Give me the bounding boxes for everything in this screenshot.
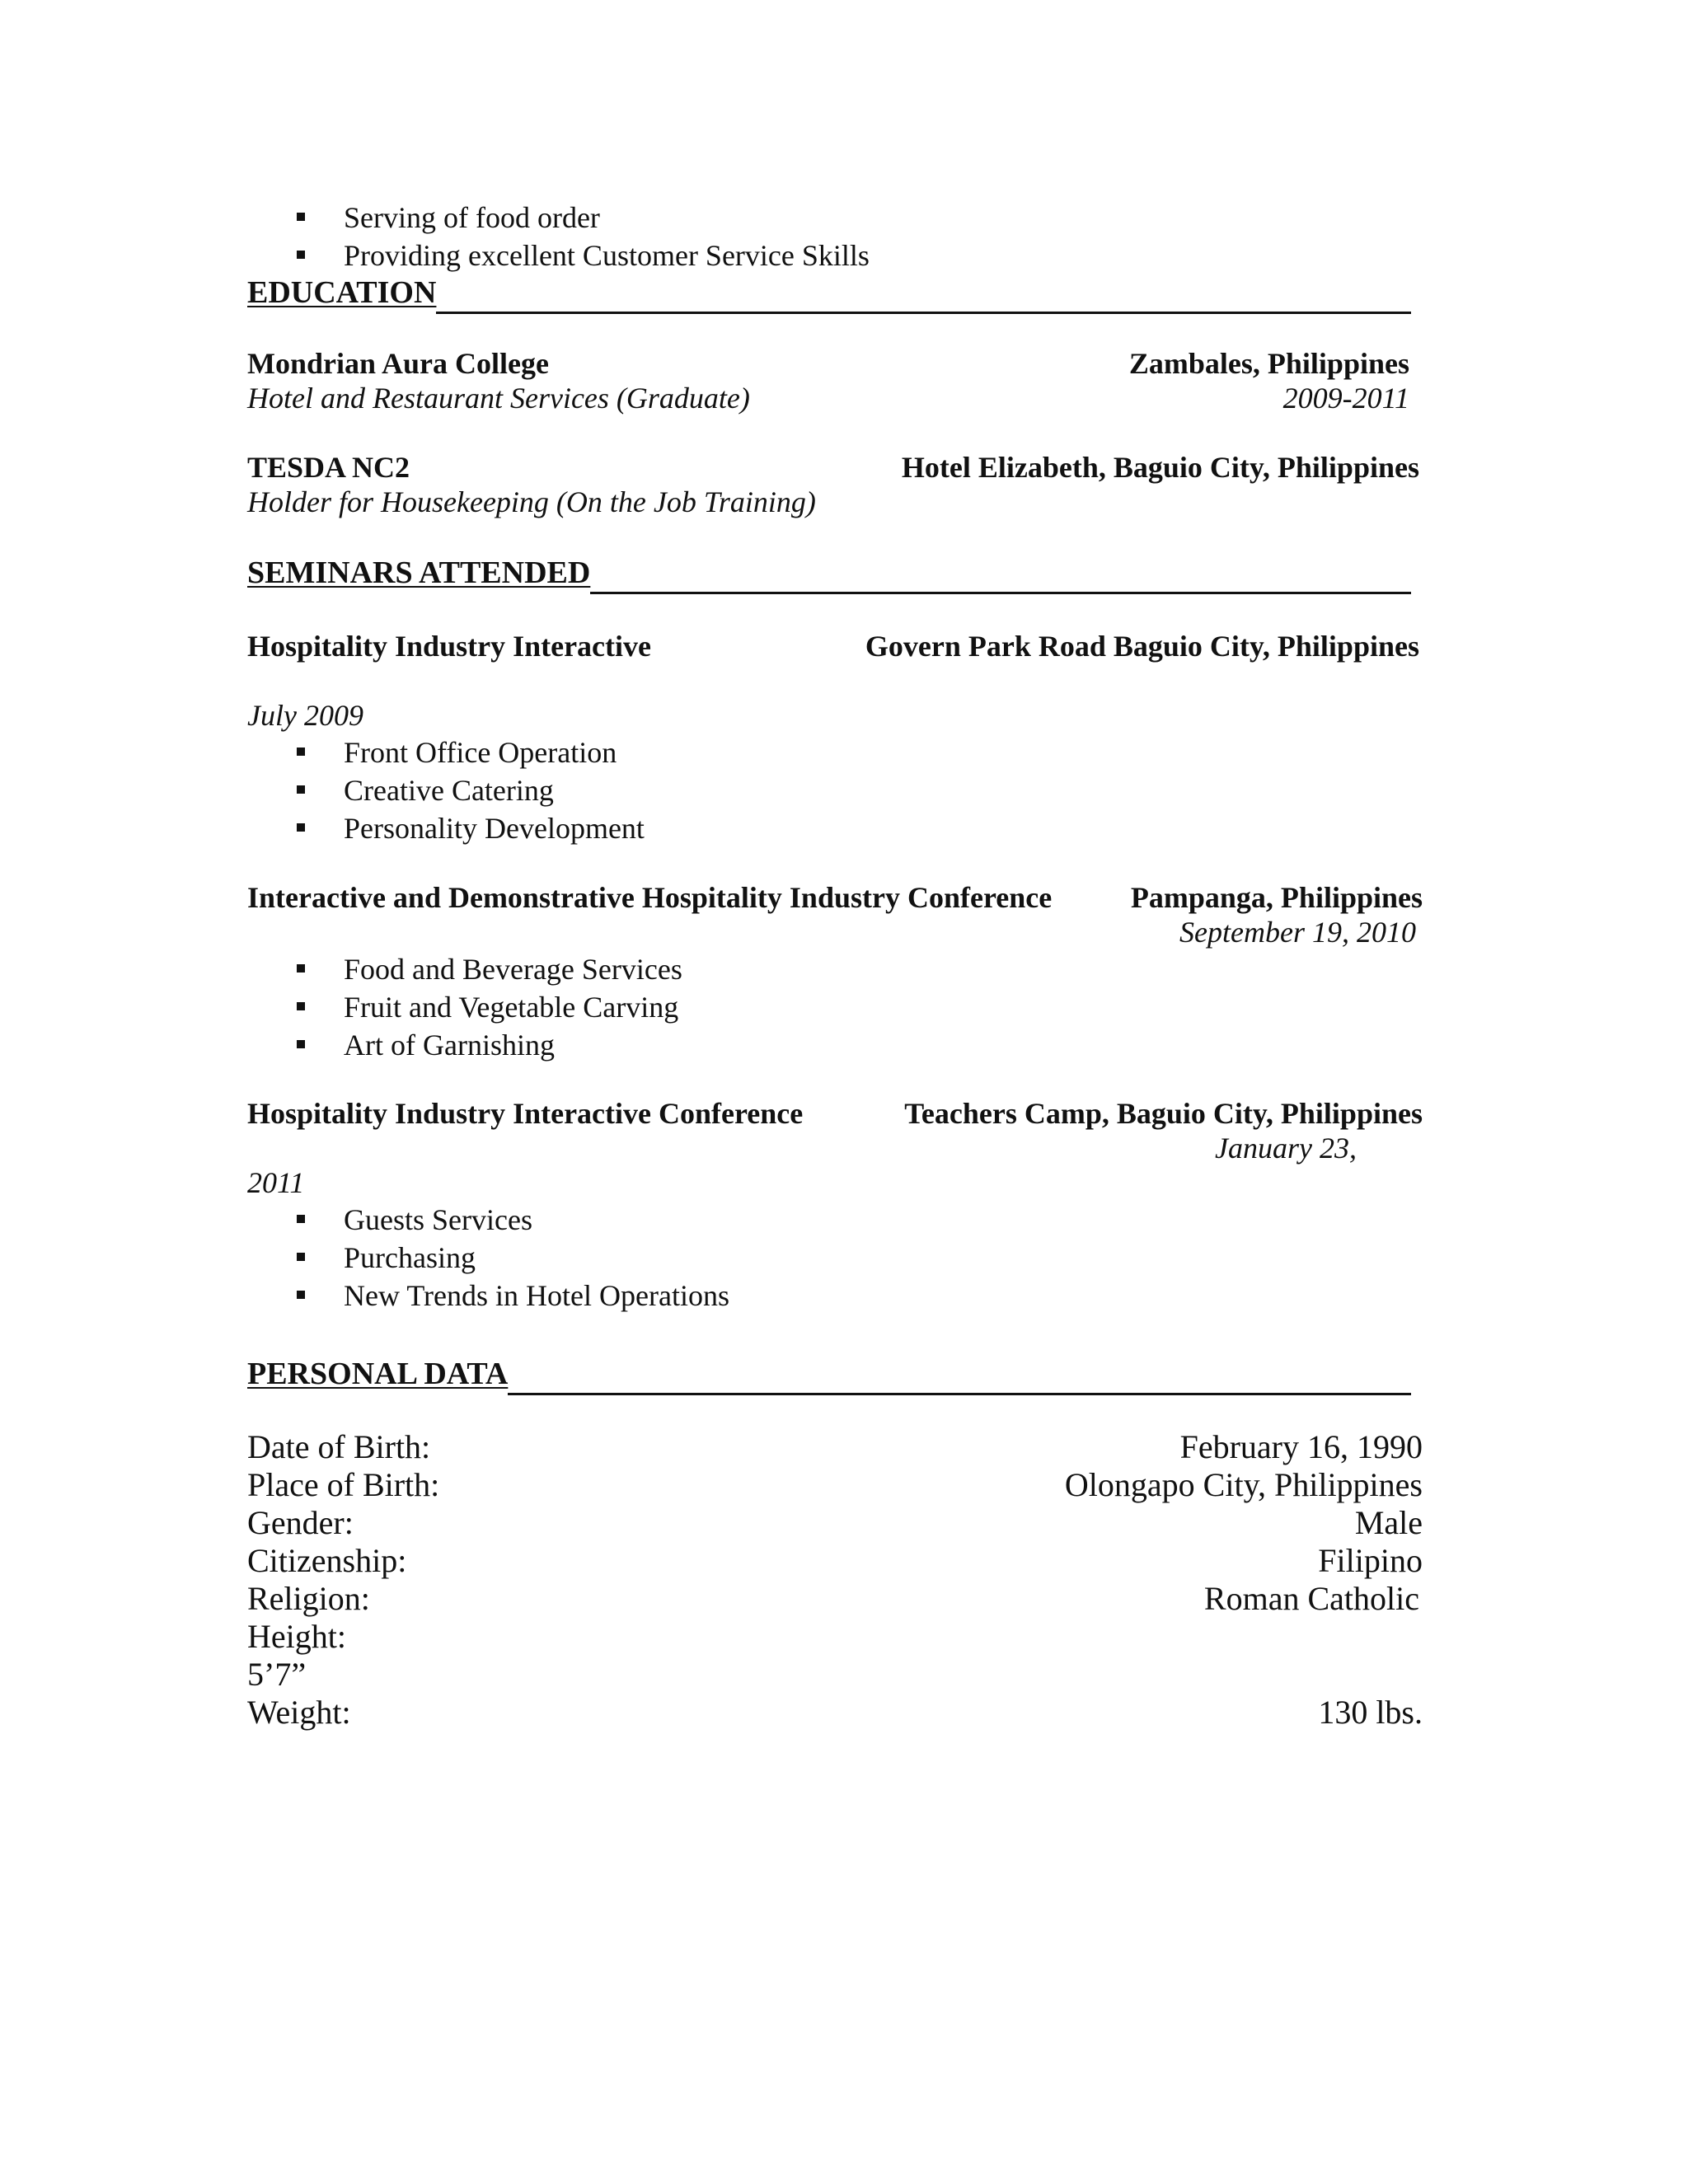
personal-label: Place of Birth: bbox=[247, 1466, 440, 1503]
personal-value: February 16, 1990 bbox=[1179, 1428, 1423, 1465]
personal-label: Citizenship: bbox=[247, 1542, 407, 1579]
seminar-title: Hospitality Industry Interactive Conference bbox=[247, 1097, 804, 1130]
section-title: PERSONAL DATA bbox=[247, 1357, 509, 1391]
heading-rule bbox=[436, 312, 1411, 314]
bullet-icon bbox=[297, 1253, 305, 1261]
bullet-icon bbox=[297, 251, 305, 259]
personal-label: Date of Birth: bbox=[247, 1428, 431, 1465]
personal-value: Olongapo City, Philippines bbox=[1064, 1466, 1423, 1503]
seminar-title: Hospitality Industry Interactive bbox=[247, 630, 651, 663]
bullet-icon bbox=[297, 1002, 305, 1010]
seminars-heading bbox=[247, 557, 1411, 588]
seminar-location: Govern Park Road Baguio City, Philippines bbox=[865, 630, 1419, 663]
seminar-topic: Purchasing bbox=[344, 1241, 476, 1274]
seminar-topic: Front Office Operation bbox=[344, 736, 617, 769]
heading-rule bbox=[590, 592, 1411, 594]
personal-value: 130 lbs. bbox=[1318, 1694, 1423, 1731]
personal-label: Religion: bbox=[247, 1580, 370, 1617]
school-name: Mondrian Aura College bbox=[247, 347, 549, 380]
intro-bullet: Serving of food order bbox=[344, 201, 600, 234]
course-name: Holder for Housekeeping (On the Job Training) bbox=[247, 485, 816, 518]
education-heading bbox=[247, 277, 1411, 308]
section-title: SEMINARS ATTENDED bbox=[247, 555, 591, 590]
seminar-topic: Art of Garnishing bbox=[344, 1029, 555, 1062]
personal-value: 5’7” bbox=[247, 1656, 307, 1693]
bullet-icon bbox=[297, 748, 305, 756]
seminar-topic: Personality Development bbox=[344, 812, 645, 845]
school-years: 2009-2011 bbox=[1282, 382, 1409, 415]
heading-rule bbox=[508, 1393, 1411, 1395]
bullet-icon bbox=[297, 785, 305, 794]
bullet-icon bbox=[297, 1291, 305, 1299]
personal-value: Male bbox=[1354, 1504, 1423, 1541]
school-location: Hotel Elizabeth, Baguio City, Philippines bbox=[901, 451, 1419, 484]
bullet-icon bbox=[297, 964, 305, 972]
seminar-date: July 2009 bbox=[247, 699, 363, 732]
seminar-date: January 23, bbox=[1215, 1132, 1357, 1165]
personal-value: Filipino bbox=[1318, 1542, 1423, 1579]
school-name: TESDA NC2 bbox=[247, 451, 410, 484]
seminar-topic: New Trends in Hotel Operations bbox=[344, 1279, 729, 1312]
bullet-icon bbox=[297, 1215, 305, 1223]
course-name: Hotel and Restaurant Services (Graduate) bbox=[247, 382, 750, 415]
seminar-topic: Creative Catering bbox=[344, 774, 554, 807]
personal-label: Height: bbox=[247, 1618, 346, 1655]
personal-data-heading bbox=[247, 1358, 1411, 1390]
seminar-location: Pampanga, Philippines bbox=[1130, 881, 1423, 914]
bullet-icon bbox=[297, 213, 305, 221]
personal-value: Roman Catholic bbox=[1203, 1580, 1419, 1617]
school-location: Zambales, Philippines bbox=[1128, 347, 1409, 380]
seminar-topic: Food and Beverage Services bbox=[344, 953, 682, 986]
intro-bullet: Providing excellent Customer Service Skills bbox=[344, 239, 870, 272]
personal-label: Weight: bbox=[247, 1694, 351, 1731]
seminar-date: September 19, 2010 bbox=[1179, 916, 1416, 949]
bullet-icon bbox=[297, 823, 305, 832]
seminar-location: Teachers Camp, Baguio City, Philippines bbox=[904, 1097, 1423, 1130]
bullet-icon bbox=[297, 1040, 305, 1048]
section-title: EDUCATION bbox=[247, 275, 437, 310]
seminar-date: 2011 bbox=[247, 1166, 305, 1199]
seminar-topic: Guests Services bbox=[344, 1203, 532, 1236]
seminar-title: Interactive and Demonstrative Hospitality Industry Conference bbox=[247, 881, 1053, 914]
personal-label: Gender: bbox=[247, 1504, 354, 1541]
seminar-topic: Fruit and Vegetable Carving bbox=[344, 991, 679, 1024]
